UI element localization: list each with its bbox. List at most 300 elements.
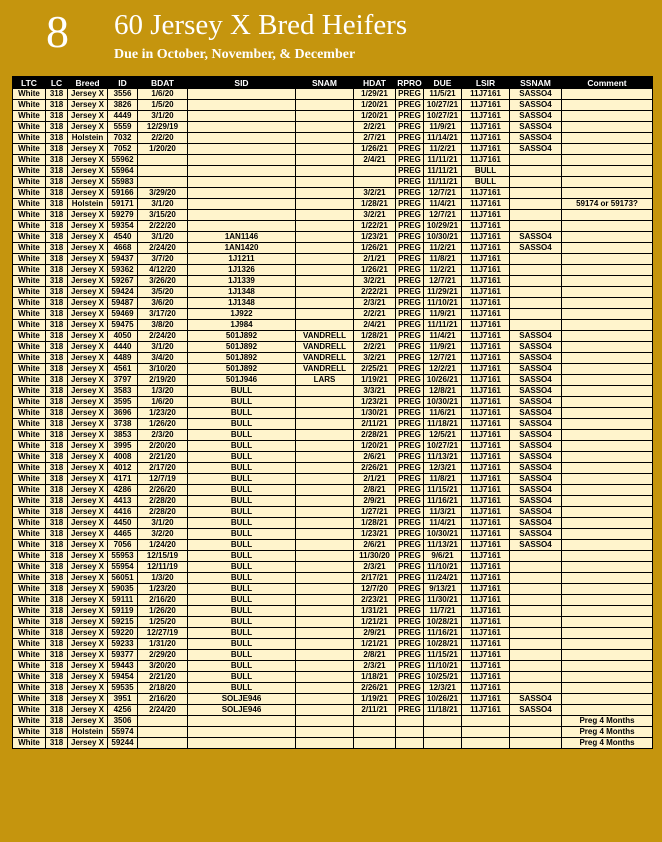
cell-ltc: White xyxy=(13,463,46,474)
cell-comment xyxy=(562,276,653,287)
cell-sid: 501J892 xyxy=(188,342,296,353)
cell-breed: Jersey X xyxy=(68,672,108,683)
cell-bdat: 3/10/20 xyxy=(138,364,188,375)
cell-snam xyxy=(296,672,354,683)
cell-lc: 318 xyxy=(46,111,68,122)
cell-id: 4449 xyxy=(108,111,138,122)
cell-breed: Jersey X xyxy=(68,309,108,320)
cell-snam xyxy=(296,221,354,232)
table-header-row xyxy=(13,77,653,89)
cell-due: 12/3/21 xyxy=(424,683,462,694)
cell-bdat: 2/3/20 xyxy=(138,430,188,441)
cell-comment xyxy=(562,177,653,188)
cell-ssnam: SASSO4 xyxy=(510,705,562,716)
cell-hdat: 2/3/21 xyxy=(354,661,396,672)
cell-rpro: PREG xyxy=(396,529,424,540)
cell-bdat: 2/22/20 xyxy=(138,221,188,232)
table-row xyxy=(13,265,653,276)
cell-comment xyxy=(562,309,653,320)
cell-rpro: PREG xyxy=(396,639,424,650)
cell-rpro: PREG xyxy=(396,243,424,254)
table-row xyxy=(13,485,653,496)
cell-ltc: White xyxy=(13,606,46,617)
cell-id: 4540 xyxy=(108,232,138,243)
cell-lc: 318 xyxy=(46,353,68,364)
cell-ltc: White xyxy=(13,617,46,628)
cell-breed: Jersey X xyxy=(68,617,108,628)
cell-bdat: 2/29/20 xyxy=(138,650,188,661)
cell-ltc: White xyxy=(13,89,46,100)
cell-ssnam: SASSO4 xyxy=(510,100,562,111)
cell-snam: VANDRELL xyxy=(296,331,354,342)
cell-id: 4256 xyxy=(108,705,138,716)
cell-sid: 1J1339 xyxy=(188,276,296,287)
cell-comment xyxy=(562,89,653,100)
cell-sid: BULL xyxy=(188,408,296,419)
cell-comment xyxy=(562,111,653,122)
cell-snam xyxy=(296,166,354,177)
cell-lsir: 11J7161 xyxy=(462,628,510,639)
cell-ltc: White xyxy=(13,705,46,716)
cell-bdat: 1/5/20 xyxy=(138,100,188,111)
cell-bdat: 3/20/20 xyxy=(138,661,188,672)
cell-lc: 318 xyxy=(46,617,68,628)
table-row xyxy=(13,243,653,254)
cell-bdat: 1/26/20 xyxy=(138,606,188,617)
cell-bdat: 2/2/20 xyxy=(138,133,188,144)
cell-due: 12/3/21 xyxy=(424,463,462,474)
cell-sid: BULL xyxy=(188,639,296,650)
cell-id: 59487 xyxy=(108,298,138,309)
cell-lsir: 11J7161 xyxy=(462,100,510,111)
cell-lc: 318 xyxy=(46,650,68,661)
cell-bdat: 3/1/20 xyxy=(138,199,188,210)
cell-sid: 501J892 xyxy=(188,331,296,342)
cell-snam xyxy=(296,650,354,661)
cell-rpro: PREG xyxy=(396,705,424,716)
table-row xyxy=(13,298,653,309)
cell-comment xyxy=(562,617,653,628)
cell-sid xyxy=(188,716,296,727)
cell-sid: BULL xyxy=(188,584,296,595)
cell-due: 10/30/21 xyxy=(424,232,462,243)
cell-snam xyxy=(296,551,354,562)
cell-ltc: White xyxy=(13,639,46,650)
cell-lsir: BULL xyxy=(462,177,510,188)
cell-hdat: 2/2/21 xyxy=(354,342,396,353)
cell-snam xyxy=(296,199,354,210)
cell-id: 7056 xyxy=(108,540,138,551)
cell-ltc: White xyxy=(13,122,46,133)
table-row xyxy=(13,573,653,584)
cell-lsir: 11J7161 xyxy=(462,243,510,254)
cell-lc: 318 xyxy=(46,672,68,683)
cell-ssnam: SASSO4 xyxy=(510,518,562,529)
cell-sid xyxy=(188,122,296,133)
cell-sid: 1J1326 xyxy=(188,265,296,276)
cell-id: 5559 xyxy=(108,122,138,133)
cell-hdat: 2/22/21 xyxy=(354,287,396,298)
cell-rpro: PREG xyxy=(396,474,424,485)
cell-due: 11/2/21 xyxy=(424,243,462,254)
cell-breed: Jersey X xyxy=(68,375,108,386)
cell-lsir: 11J7161 xyxy=(462,617,510,628)
table-row xyxy=(13,320,653,331)
cell-comment xyxy=(562,639,653,650)
cell-lc: 318 xyxy=(46,518,68,529)
cell-lc: 318 xyxy=(46,705,68,716)
cell-comment xyxy=(562,386,653,397)
cell-lc: 318 xyxy=(46,727,68,738)
cell-bdat: 3/7/20 xyxy=(138,254,188,265)
cell-hdat xyxy=(354,738,396,749)
cell-hdat: 2/8/21 xyxy=(354,485,396,496)
cell-breed: Jersey X xyxy=(68,210,108,221)
cell-snam xyxy=(296,298,354,309)
cell-id: 4561 xyxy=(108,364,138,375)
cell-lc: 318 xyxy=(46,331,68,342)
cell-lc: 318 xyxy=(46,661,68,672)
cell-comment xyxy=(562,496,653,507)
cell-lc: 318 xyxy=(46,551,68,562)
table-row xyxy=(13,155,653,166)
table-row xyxy=(13,199,653,210)
cell-id: 59267 xyxy=(108,276,138,287)
cell-lsir: 11J7161 xyxy=(462,331,510,342)
cell-bdat: 2/19/20 xyxy=(138,375,188,386)
cell-lsir: 11J7161 xyxy=(462,111,510,122)
table-row xyxy=(13,144,653,155)
cell-comment xyxy=(562,694,653,705)
cell-sid: BULL xyxy=(188,518,296,529)
cell-comment xyxy=(562,133,653,144)
cell-ssnam: SASSO4 xyxy=(510,529,562,540)
cell-lsir: 11J7161 xyxy=(462,298,510,309)
cell-sid: 1AN1420 xyxy=(188,243,296,254)
cell-ssnam: SASSO4 xyxy=(510,144,562,155)
cell-ltc: White xyxy=(13,595,46,606)
cell-lsir: 11J7161 xyxy=(462,474,510,485)
cell-lc: 318 xyxy=(46,540,68,551)
cell-comment xyxy=(562,397,653,408)
cell-lsir: 11J7161 xyxy=(462,133,510,144)
table-row xyxy=(13,100,653,111)
table-row xyxy=(13,133,653,144)
cell-snam xyxy=(296,397,354,408)
cell-rpro: PREG xyxy=(396,210,424,221)
cell-ssnam: SASSO4 xyxy=(510,419,562,430)
cell-hdat: 2/4/21 xyxy=(354,320,396,331)
cell-bdat: 12/15/19 xyxy=(138,551,188,562)
cell-comment xyxy=(562,155,653,166)
cell-breed: Jersey X xyxy=(68,397,108,408)
table-row xyxy=(13,617,653,628)
cell-rpro: PREG xyxy=(396,199,424,210)
cell-rpro: PREG xyxy=(396,232,424,243)
cell-bdat: 1/6/20 xyxy=(138,89,188,100)
cell-lc: 318 xyxy=(46,100,68,111)
cell-bdat: 3/1/20 xyxy=(138,232,188,243)
cell-sid: 1J1211 xyxy=(188,254,296,265)
cell-lc: 318 xyxy=(46,254,68,265)
cell-bdat: 1/6/20 xyxy=(138,397,188,408)
cell-rpro: PREG xyxy=(396,331,424,342)
cell-comment xyxy=(562,331,653,342)
cell-ltc: White xyxy=(13,144,46,155)
cell-lc: 318 xyxy=(46,606,68,617)
cell-lsir: 11J7161 xyxy=(462,309,510,320)
cell-lsir: 11J7161 xyxy=(462,485,510,496)
lot-number: 8 xyxy=(46,6,69,57)
table-row xyxy=(13,628,653,639)
cell-due: 11/4/21 xyxy=(424,518,462,529)
cell-snam xyxy=(296,584,354,595)
cell-ltc: White xyxy=(13,133,46,144)
cell-rpro: PREG xyxy=(396,496,424,507)
table-row xyxy=(13,276,653,287)
cell-bdat xyxy=(138,727,188,738)
cell-sid: 501J892 xyxy=(188,353,296,364)
cell-hdat: 11/30/20 xyxy=(354,551,396,562)
cell-breed: Jersey X xyxy=(68,628,108,639)
cell-ssnam: SASSO4 xyxy=(510,507,562,518)
cell-snam: LARS xyxy=(296,375,354,386)
cell-sid: BULL xyxy=(188,485,296,496)
cell-bdat: 2/24/20 xyxy=(138,705,188,716)
cell-breed: Jersey X xyxy=(68,496,108,507)
cell-due: 11/13/21 xyxy=(424,540,462,551)
cell-breed: Jersey X xyxy=(68,177,108,188)
cell-lc: 318 xyxy=(46,133,68,144)
cell-breed: Jersey X xyxy=(68,342,108,353)
cell-sid xyxy=(188,133,296,144)
cell-lc: 318 xyxy=(46,342,68,353)
cell-id: 59424 xyxy=(108,287,138,298)
table-row xyxy=(13,221,653,232)
cell-lsir: 11J7161 xyxy=(462,364,510,375)
cell-due: 11/10/21 xyxy=(424,661,462,672)
cell-bdat: 1/20/20 xyxy=(138,144,188,155)
cell-hdat: 3/2/21 xyxy=(354,210,396,221)
cell-hdat: 2/26/21 xyxy=(354,463,396,474)
cell-id: 3506 xyxy=(108,716,138,727)
cell-rpro: PREG xyxy=(396,166,424,177)
cell-bdat: 2/17/20 xyxy=(138,463,188,474)
cell-hdat: 2/6/21 xyxy=(354,452,396,463)
cell-lc: 318 xyxy=(46,463,68,474)
cell-breed: Jersey X xyxy=(68,320,108,331)
cell-ltc: White xyxy=(13,408,46,419)
cell-id: 59377 xyxy=(108,650,138,661)
cell-ssnam: SASSO4 xyxy=(510,364,562,375)
cell-rpro: PREG xyxy=(396,265,424,276)
cell-lc: 318 xyxy=(46,144,68,155)
cell-rpro: PREG xyxy=(396,309,424,320)
cell-sid xyxy=(188,727,296,738)
cell-hdat: 1/20/21 xyxy=(354,100,396,111)
cell-ssnam: SASSO4 xyxy=(510,441,562,452)
cell-ssnam: SASSO4 xyxy=(510,540,562,551)
cell-hdat: 2/1/21 xyxy=(354,474,396,485)
cell-snam xyxy=(296,595,354,606)
cell-breed: Jersey X xyxy=(68,100,108,111)
cell-lsir: 11J7161 xyxy=(462,232,510,243)
cell-sid: BULL xyxy=(188,496,296,507)
cell-id: 3826 xyxy=(108,100,138,111)
cell-ssnam xyxy=(510,309,562,320)
cell-hdat: 2/28/21 xyxy=(354,430,396,441)
cell-lsir xyxy=(462,738,510,749)
cell-comment xyxy=(562,144,653,155)
cell-ssnam xyxy=(510,177,562,188)
cell-ltc: White xyxy=(13,650,46,661)
cell-bdat xyxy=(138,166,188,177)
page-title: 60 Jersey X Bred Heifers xyxy=(114,9,408,41)
cell-rpro: PREG xyxy=(396,540,424,551)
cell-breed: Jersey X xyxy=(68,650,108,661)
cell-id: 59220 xyxy=(108,628,138,639)
cell-lsir: 11J7161 xyxy=(462,375,510,386)
heifer-table xyxy=(12,76,653,749)
cell-due xyxy=(424,716,462,727)
cell-snam xyxy=(296,694,354,705)
cell-rpro: PREG xyxy=(396,177,424,188)
table-row xyxy=(13,397,653,408)
cell-due: 12/7/21 xyxy=(424,353,462,364)
cell-rpro: PREG xyxy=(396,694,424,705)
cell-breed: Jersey X xyxy=(68,584,108,595)
cell-breed: Jersey X xyxy=(68,287,108,298)
cell-due: 11/15/21 xyxy=(424,485,462,496)
cell-snam xyxy=(296,727,354,738)
cell-rpro xyxy=(396,738,424,749)
heifer-table-container xyxy=(12,76,652,749)
cell-id: 55964 xyxy=(108,166,138,177)
cell-hdat: 1/26/21 xyxy=(354,265,396,276)
cell-lsir: 11J7161 xyxy=(462,441,510,452)
cell-lsir: 11J7161 xyxy=(462,595,510,606)
cell-hdat: 2/4/21 xyxy=(354,155,396,166)
cell-due: 11/9/21 xyxy=(424,342,462,353)
cell-hdat: 1/18/21 xyxy=(354,672,396,683)
cell-snam xyxy=(296,518,354,529)
cell-bdat: 1/24/20 xyxy=(138,540,188,551)
cell-snam xyxy=(296,562,354,573)
cell-ltc: White xyxy=(13,430,46,441)
cell-ltc: White xyxy=(13,529,46,540)
cell-rpro xyxy=(396,716,424,727)
cell-sid: BULL xyxy=(188,386,296,397)
cell-snam xyxy=(296,606,354,617)
cell-bdat xyxy=(138,155,188,166)
table-row xyxy=(13,331,653,342)
column-header-hdat: HDAT xyxy=(354,77,396,89)
cell-hdat: 1/28/21 xyxy=(354,199,396,210)
cell-breed: Jersey X xyxy=(68,705,108,716)
cell-ltc: White xyxy=(13,287,46,298)
cell-hdat xyxy=(354,727,396,738)
cell-hdat: 2/1/21 xyxy=(354,254,396,265)
cell-id: 59215 xyxy=(108,617,138,628)
cell-lc: 318 xyxy=(46,573,68,584)
cell-breed: Jersey X xyxy=(68,144,108,155)
cell-sid xyxy=(188,177,296,188)
cell-ssnam: SASSO4 xyxy=(510,111,562,122)
cell-rpro: PREG xyxy=(396,254,424,265)
cell-lsir: BULL xyxy=(462,166,510,177)
cell-ssnam: SASSO4 xyxy=(510,331,562,342)
cell-comment xyxy=(562,254,653,265)
cell-breed: Jersey X xyxy=(68,694,108,705)
cell-hdat: 1/23/21 xyxy=(354,397,396,408)
table-row xyxy=(13,661,653,672)
cell-breed: Holstein xyxy=(68,133,108,144)
cell-ltc: White xyxy=(13,694,46,705)
cell-ssnam xyxy=(510,650,562,661)
cell-due: 11/10/21 xyxy=(424,562,462,573)
cell-lc: 318 xyxy=(46,529,68,540)
cell-rpro: PREG xyxy=(396,650,424,661)
cell-due: 11/4/21 xyxy=(424,331,462,342)
table-row xyxy=(13,727,653,738)
cell-snam: VANDRELL xyxy=(296,364,354,375)
cell-sid xyxy=(188,188,296,199)
cell-ssnam: SASSO4 xyxy=(510,408,562,419)
cell-lsir: 11J7161 xyxy=(462,89,510,100)
cell-sid: BULL xyxy=(188,430,296,441)
cell-ssnam xyxy=(510,221,562,232)
cell-ssnam xyxy=(510,210,562,221)
table-row xyxy=(13,441,653,452)
cell-snam xyxy=(296,144,354,155)
cell-bdat: 1/26/20 xyxy=(138,419,188,430)
cell-snam: VANDRELL xyxy=(296,353,354,364)
cell-breed: Jersey X xyxy=(68,155,108,166)
column-header-id: ID xyxy=(108,77,138,89)
table-row xyxy=(13,716,653,727)
cell-ssnam xyxy=(510,287,562,298)
cell-comment: Preg 4 Months xyxy=(562,727,653,738)
cell-sid: BULL xyxy=(188,419,296,430)
cell-due: 10/27/21 xyxy=(424,111,462,122)
cell-due: 11/5/21 xyxy=(424,89,462,100)
cell-ltc: White xyxy=(13,661,46,672)
cell-lc: 318 xyxy=(46,166,68,177)
cell-snam: VANDRELL xyxy=(296,342,354,353)
cell-lc: 318 xyxy=(46,474,68,485)
cell-sid: BULL xyxy=(188,441,296,452)
cell-breed: Jersey X xyxy=(68,122,108,133)
cell-lc: 318 xyxy=(46,441,68,452)
cell-hdat: 1/29/21 xyxy=(354,89,396,100)
cell-rpro: PREG xyxy=(396,298,424,309)
cell-comment xyxy=(562,441,653,452)
cell-id: 4440 xyxy=(108,342,138,353)
cell-sid: BULL xyxy=(188,562,296,573)
cell-ltc: White xyxy=(13,485,46,496)
cell-breed: Jersey X xyxy=(68,474,108,485)
cell-lc: 318 xyxy=(46,188,68,199)
cell-id: 3951 xyxy=(108,694,138,705)
cell-sid: BULL xyxy=(188,628,296,639)
cell-rpro: PREG xyxy=(396,683,424,694)
cell-id: 59469 xyxy=(108,309,138,320)
cell-comment: 59174 or 59173? xyxy=(562,199,653,210)
cell-sid xyxy=(188,144,296,155)
cell-comment xyxy=(562,232,653,243)
cell-rpro: PREG xyxy=(396,89,424,100)
cell-hdat xyxy=(354,716,396,727)
